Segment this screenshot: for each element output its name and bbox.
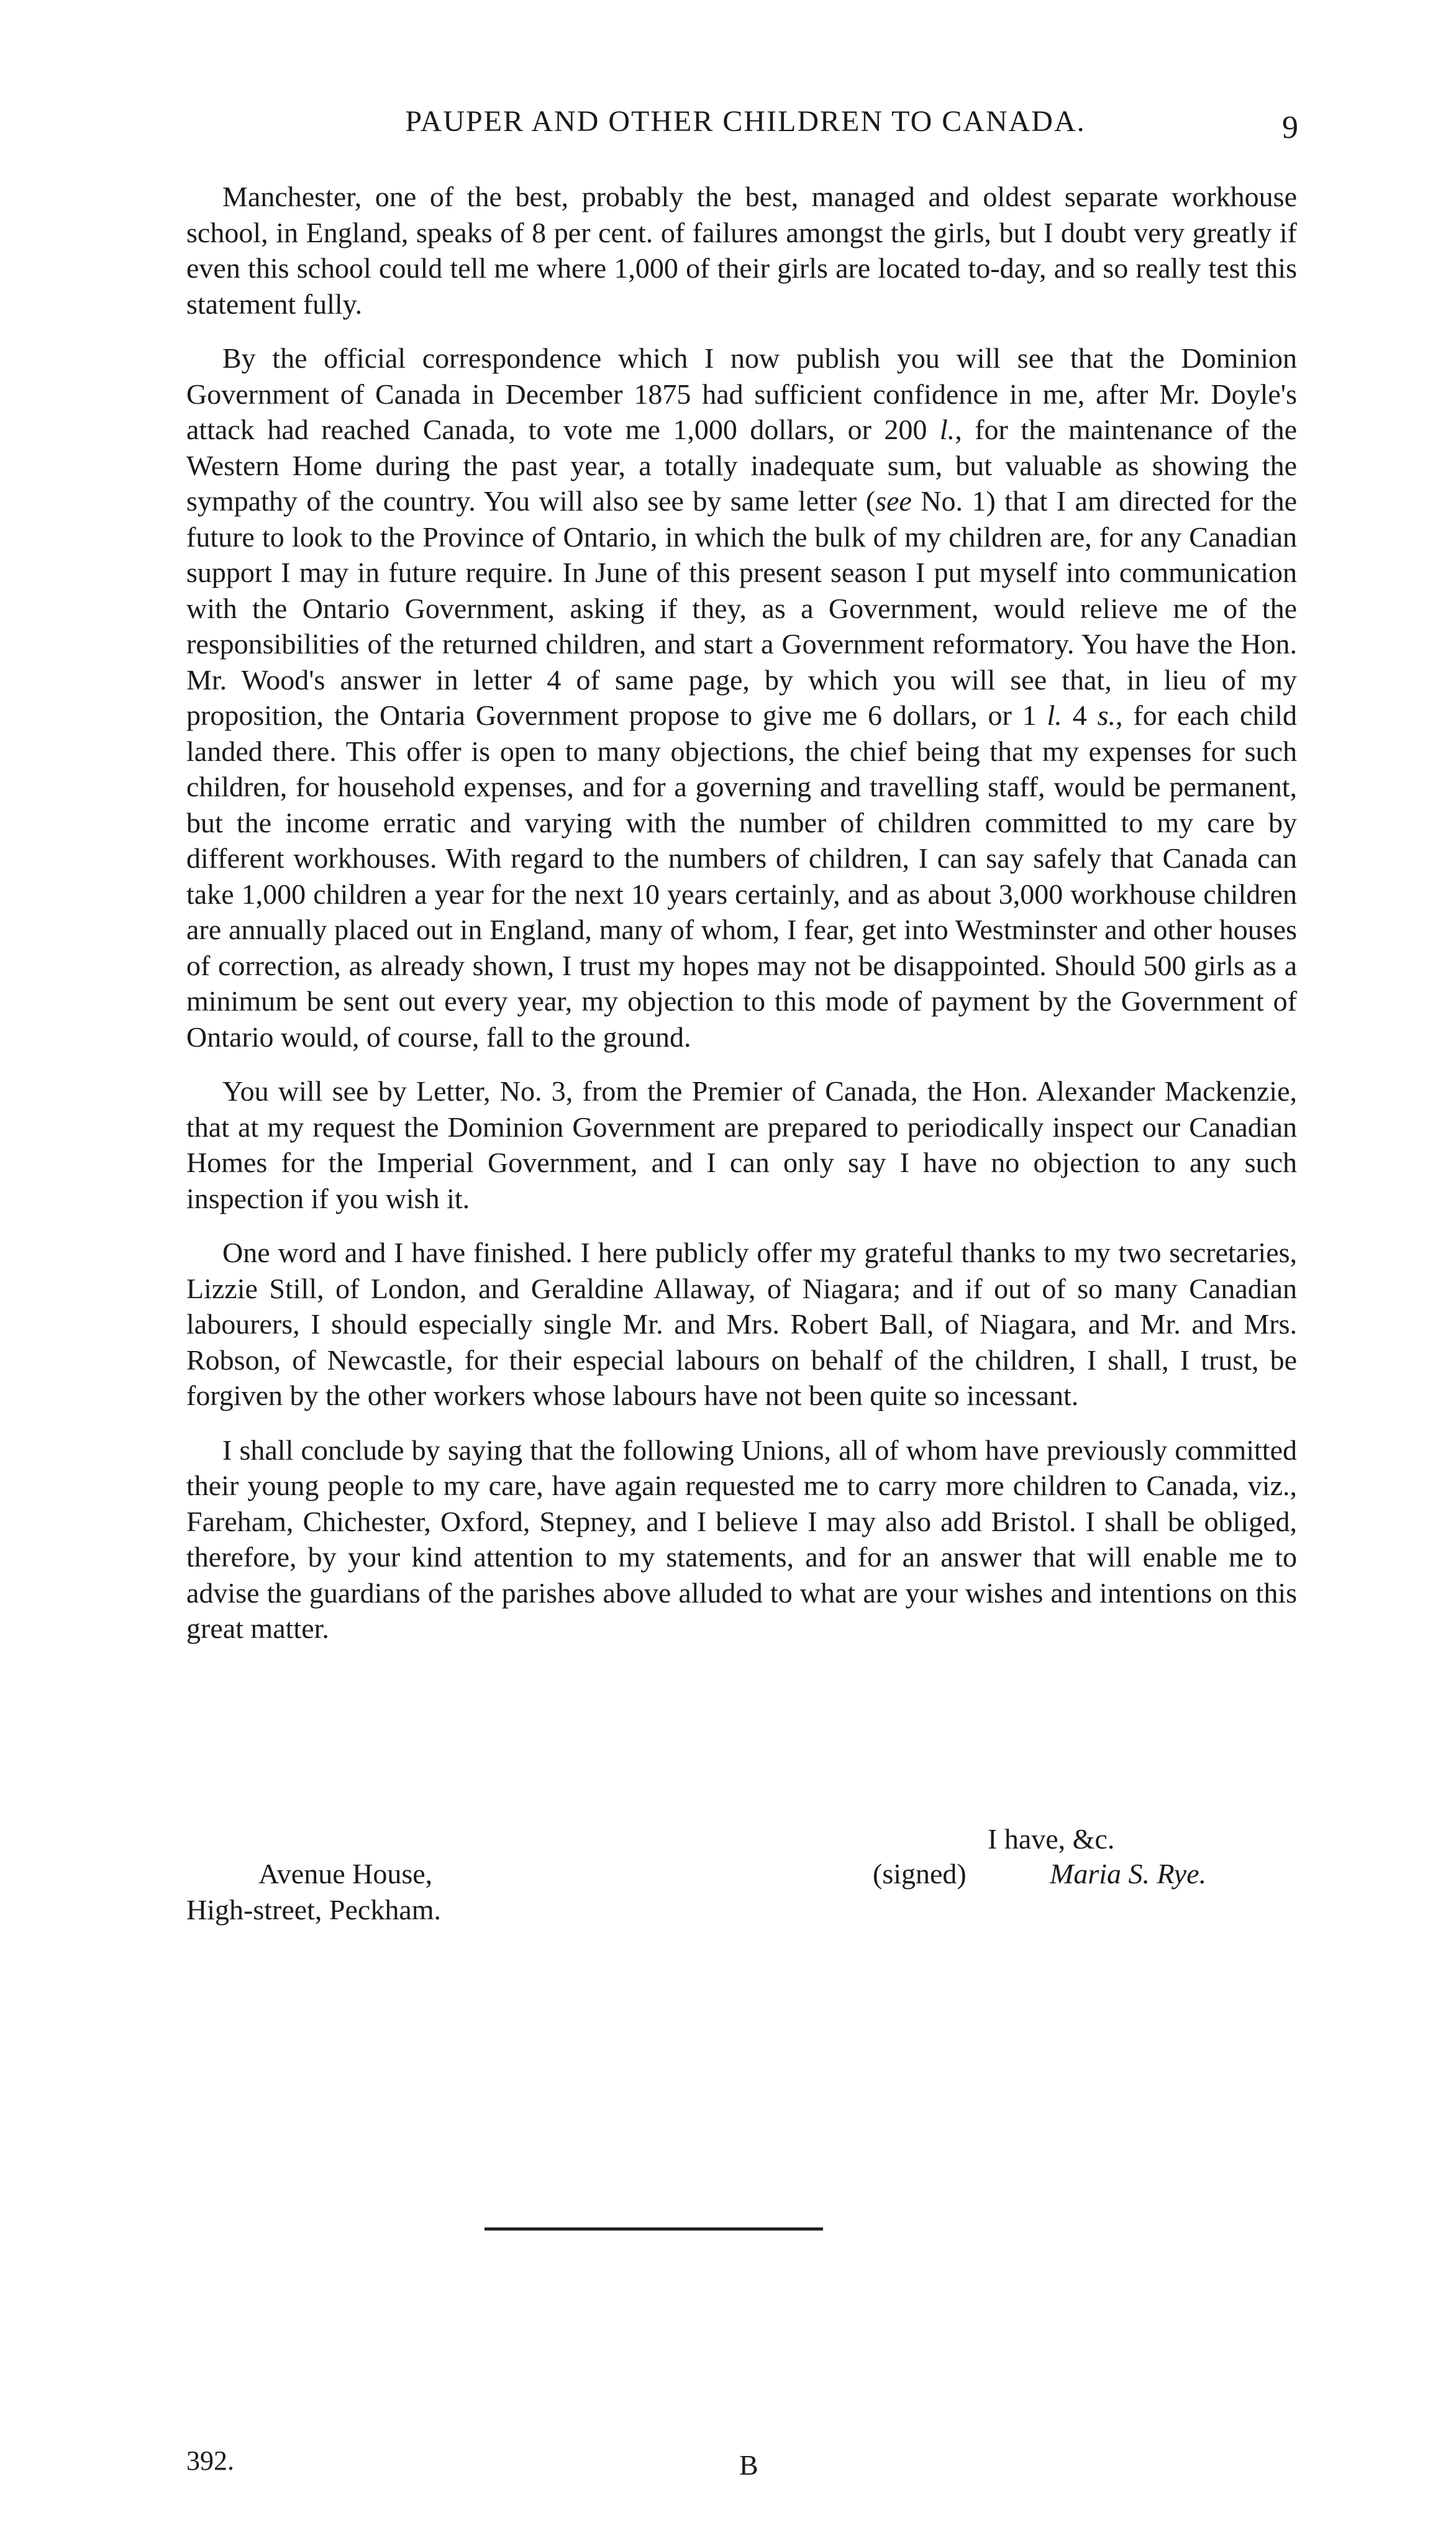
paragraph-2 xyxy=(186,340,1297,1055)
paragraph-4: One word and I have finished. I here publicly offer my grateful thanks to my two secretaries, Lizzie Still, of London, and Geraldine Allaway, of Niagara; and if out of so many Canadian labourers, I should especially single Mr. and Mrs. Robert Ball, of Niagara, and Mr. and Mrs. Robson, of Newcastle, for their especial labours on behalf of the children, I shall, I trust, be forgiven by the other workers whose labours have not been quite so incessant. xyxy=(186,1237,1297,1411)
closing-rule xyxy=(485,2227,823,2231)
sheet-letter: B xyxy=(739,2449,758,2481)
running-title: PAUPER AND OTHER CHILDREN TO CANADA. xyxy=(405,105,1086,138)
paragraph-2-part-4: 4 xyxy=(1062,699,1098,731)
signature: Maria S. Rye. xyxy=(1050,1858,1207,1890)
printer-signature-mark: 392. xyxy=(186,2445,234,2476)
page-number: 9 xyxy=(1282,110,1298,145)
paragraph-3: You will see by Letter, No. 3, from the Premier of Canada, the Hon. Alexander Mackenzie, that at my request the Dominion Government are prepared to periodically inspect our Canadian Homes for the Imperial Government, and I can only say I have no objection to any such inspection if you wish it. xyxy=(186,1075,1297,1214)
paragraph-2-part-5: , for each child landed there. This offer is open to many objections, the chief being that my expenses for such children, for household expenses, and for a governing and travelling staff, would be permanent, but the income erratic and varying with the number of children committed to my care by different workhouses. With regard to the numbers of children, I can say safely that Canada can take 1,000 children a year for the next 10 years certainly, and as about 3,000 workhouse children are annually placed out in England, many of whom, I fear, get into Westminster and other houses of correction, as already shown, I trust my hopes may not be disappointed. Should 500 girls as a minimum be sent out every year, my objection to this mode of payment by the Government of Ontario would, of course, fall to the ground. xyxy=(186,699,1297,1053)
paragraph-2-italic-1: l. xyxy=(939,414,955,445)
closing-salutation: I have, &c. xyxy=(988,1823,1115,1855)
letter-closing xyxy=(186,1821,1297,1933)
paragraph-2-italic-4: s. xyxy=(1097,699,1116,731)
signed-label: (signed) xyxy=(873,1858,967,1890)
paragraph-2-italic-2: see xyxy=(875,485,912,517)
paragraph-2-part-1: By the official correspondence which I now publish you will see that the Dominion Government of Canada in December 1875 had sufficient confidence in me, after Mr. Doyle's attack had reached Canada, to vote me 1,000 dollars, or 200 xyxy=(186,342,1297,445)
paragraph-5: I shall conclude by saying that the following Unions, all of whom have previously committed their young people to my care, have again requested me to carry more children to Canada, viz., Fareham, Chichester, Oxford, Stepney, and I believe I may also add Bristol. I shall be obliged, therefore, by your kind attention to my statements, and for an answer that will enable me to advise the guardians of the parishes above alluded to what are your wishes and intentions on this great matter. xyxy=(186,1434,1297,1644)
address-line-2: High-street, Peckham. xyxy=(186,1894,442,1926)
address-line-1: Avenue House, xyxy=(258,1858,433,1890)
paragraph-2-part-2: , for the maintenance of the Western Home during the past year, a totally inadequate sum, but valuable as showing the sympathy of the country. You will also see by same letter ( xyxy=(186,414,1297,517)
letter-body xyxy=(186,179,1297,1665)
paragraph-1: Manchester, one of the best, probably the best, managed and oldest separate workhouse school, in England, speaks of 8 per cent. of failures amongst the girls, but I doubt very greatly if even this school could tell me where 1,000 of their girls are located to-day, and so really test this statement fully. xyxy=(186,181,1297,320)
paragraph-2-part-3: No. 1) that I am directed for the future to look to the Province of Ontario, in which the bulk of my children are, for any Canadian support I may in future require. In June of this present season I put myself into communication with the Ontario Government, asking if they, as a Government, would relieve me of the responsibilities of the returned children, and start a Government reformatory. You have the Hon. Mr. Wood's answer in letter 4 of same page, by which you will see that, in lieu of my proposition, the Ontaria Government propose to give me 6 dollars, or 1 xyxy=(186,485,1297,731)
paragraph-2-italic-3: l. xyxy=(1047,699,1062,731)
